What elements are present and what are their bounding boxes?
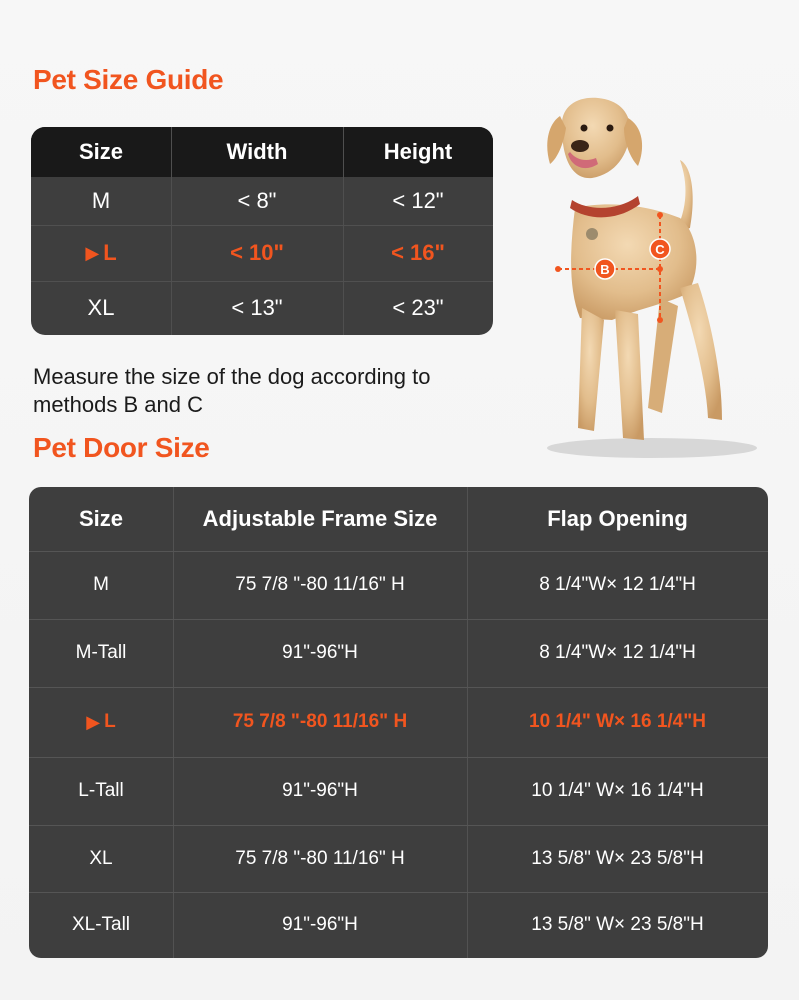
pet-door-size-title: Pet Door Size [33,432,210,463]
row-divider [29,551,768,552]
size-cell: XL-Tall [71,914,131,935]
measure-b-label: B [600,262,610,277]
column-header-frame-size: Adjustable Frame Size [202,506,438,531]
table-header-row [31,127,493,177]
table-row [29,757,768,825]
table-row [29,825,768,892]
size-cell: M [91,188,111,213]
dog-front-right-leg [615,310,644,440]
table-row [29,551,768,619]
frame-size-cell: 91"-96"H [282,914,358,935]
frame-size-cell: 75 7/8 "-80 11/16" H [232,711,408,732]
size-cell [31,225,171,281]
frame-size-cell: 91"-96"H [282,780,358,801]
size-cell: XL [89,847,113,869]
dog-illustration [520,88,790,468]
size-cell: L-Tall [78,780,124,801]
measure-point [657,212,663,218]
height-cell: < 23" [392,295,444,320]
dog-nose [571,140,589,152]
frame-size-cell: 75 7/8 "-80 11/16" H [235,847,405,869]
dog-back-right-leg [680,283,722,420]
width-cell: < 13" [231,295,283,320]
measure-point [657,317,663,323]
dog-back-left-leg [648,298,678,413]
flap-opening-cell: 8 1/4"W× 12 1/4"H [539,574,696,595]
pet-door-size-table [29,487,768,958]
dog-shadow [547,438,757,458]
height-cell: < 12" [392,188,444,213]
width-cell: < 10" [230,240,284,265]
row-divider [31,281,493,282]
play-arrow-icon: ▶ [86,711,101,732]
size-value: L [103,240,117,265]
dog-body [571,204,696,320]
size-cell: M-Tall [75,642,127,663]
size-cell: XL [87,295,115,320]
row-divider [29,892,768,893]
pet-size-guide-table [31,127,493,335]
dog-head [562,98,630,178]
column-header-height: Height [383,139,453,164]
flap-opening-cell: 10 1/4" W× 16 1/4"H [529,711,706,732]
row-divider [29,687,768,688]
column-divider [467,487,468,958]
measure-point [555,266,561,272]
column-divider [173,487,174,958]
measure-instructions: Measure the size of the dog according to methods B and C [33,364,431,417]
table-row [29,892,768,958]
table-row [31,281,493,335]
dog-eye [581,125,588,132]
pet-size-guide-title: Pet Size Guide [33,64,224,95]
row-divider [29,619,768,620]
flap-opening-cell: 13 5/8" W× 23 5/8"H [531,847,704,869]
row-divider [29,825,768,826]
frame-size-cell: 91"-96"H [282,642,358,663]
flap-opening-cell: 8 1/4"W× 12 1/4"H [539,642,696,663]
size-cell [29,687,173,757]
dog-ear-right [624,118,642,166]
column-header-size: Size [78,139,124,164]
dog-ear-left [547,116,566,164]
table-row [29,619,768,687]
column-header-width: Width [226,139,288,164]
column-header-flap-opening: Flap Opening [547,506,688,531]
height-cell: < 16" [391,240,445,265]
table-row-highlighted [31,225,493,281]
table-row [31,177,493,225]
column-header-size: Size [78,506,124,531]
flap-opening-cell: 13 5/8" W× 23 5/8"H [531,914,704,935]
play-arrow-icon: ▶ [85,242,100,263]
row-divider [31,225,493,226]
dog-front-left-leg [578,308,604,431]
column-divider [343,127,344,335]
column-divider [171,127,172,335]
size-cell: M [93,574,109,595]
dog-eye [607,125,614,132]
size-value: L [104,711,116,732]
table-row-highlighted [29,687,768,757]
dog-collar-tag [586,228,598,240]
flap-opening-cell: 10 1/4" W× 16 1/4"H [531,780,704,801]
frame-size-cell: 75 7/8 "-80 11/16" H [235,574,405,595]
width-cell: < 8" [237,188,277,213]
table-header-row [29,487,768,551]
measure-c-label: C [655,242,665,257]
row-divider [29,757,768,758]
